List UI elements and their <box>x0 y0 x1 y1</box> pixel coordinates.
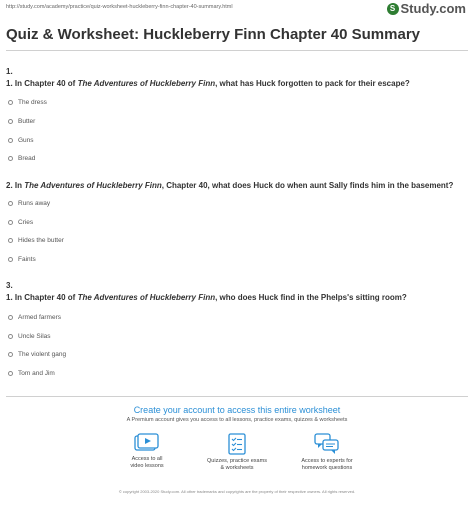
question-1-option-2[interactable] <box>8 118 35 125</box>
radio-icon[interactable] <box>8 201 13 206</box>
title-divider <box>6 50 468 51</box>
radio-icon[interactable] <box>8 238 13 243</box>
question-2-suffix: , Chapter 40, what does Huck do when aunt Sally finds him in the basement? <box>161 181 454 190</box>
option-label: The dress <box>18 99 47 106</box>
question-2-option-2[interactable] <box>8 219 33 226</box>
question-1-number: 1. <box>6 67 13 76</box>
question-3-text <box>6 293 407 302</box>
question-1-option-4[interactable] <box>8 155 35 162</box>
radio-icon[interactable] <box>8 315 13 320</box>
question-1-option-3[interactable] <box>8 137 34 144</box>
feature-experts-line2: homework questions <box>301 465 353 471</box>
question-2-option-3[interactable] <box>8 237 64 244</box>
question-3-book-title: The Adventures of Huckleberry Finn <box>77 293 216 302</box>
feature-experts-line1: Access to experts for <box>301 458 353 464</box>
feature-experts <box>272 433 382 472</box>
logo-badge-icon: S <box>387 3 399 15</box>
radio-icon[interactable] <box>8 100 13 105</box>
radio-icon[interactable] <box>8 156 13 161</box>
chat-icon <box>314 433 340 455</box>
option-label: Runs away <box>18 200 51 207</box>
option-label: Hides the butter <box>18 237 64 244</box>
page-url: http://study.com/academy/practice/quiz-worksheet-huckleberry-finn-chapter-40-summary.html <box>6 4 233 10</box>
option-label: Cries <box>18 219 34 226</box>
question-2-text <box>6 181 453 190</box>
option-label: Tom and Jim <box>18 370 55 377</box>
question-2-book-title: The Adventures of Huckleberry Finn <box>24 181 162 190</box>
quiz-icon <box>226 433 248 455</box>
question-1-prefix: 1. In Chapter 40 of <box>6 79 78 88</box>
option-label: The violent gang <box>18 351 67 358</box>
video-icon <box>134 433 160 453</box>
question-3-option-4[interactable] <box>8 370 55 377</box>
question-1-suffix: , what has Huck forgotten to pack for their escape? <box>215 79 410 88</box>
question-3-option-2[interactable] <box>8 333 51 340</box>
option-label: Guns <box>18 137 34 144</box>
feature-video-line2: video lessons <box>130 463 164 469</box>
question-3-number: 3. <box>6 281 13 290</box>
cta-divider <box>6 396 468 397</box>
radio-icon[interactable] <box>8 371 13 376</box>
copyright-footer: © copyright 2003-2020 Study.com. All other trademarks and copyrights are the property of their respective owners. All rights reserved. <box>118 489 356 494</box>
radio-icon[interactable] <box>8 352 13 357</box>
radio-icon[interactable] <box>8 220 13 225</box>
question-3-option-1[interactable] <box>8 314 61 321</box>
radio-icon[interactable] <box>8 334 13 339</box>
option-label: Bread <box>18 155 36 162</box>
question-3-option-3[interactable] <box>8 351 66 358</box>
question-2-option-4[interactable] <box>8 256 36 263</box>
feature-quizzes-line2: & worksheets <box>220 465 254 471</box>
cta-heading-link[interactable]: Create your account to access this entire worksheet <box>133 405 341 415</box>
radio-icon[interactable] <box>8 257 13 262</box>
feature-video-line1: Access to all <box>131 456 163 462</box>
option-label: Armed farmers <box>18 314 61 321</box>
option-label: Faints <box>18 256 36 263</box>
question-1-book-title: The Adventures of Huckleberry Finn <box>77 79 216 88</box>
question-3-suffix: , who does Huck find in the Phelps's sitting room? <box>215 293 407 302</box>
option-label: Butter <box>18 118 36 125</box>
logo-text: Study.com <box>400 1 466 16</box>
option-label: Uncle Silas <box>18 333 51 340</box>
feature-quizzes-line1: Quizzes, practice exams <box>207 458 267 464</box>
page-title: Quiz & Worksheet: Huckleberry Finn Chapter 40 Summary <box>6 26 421 43</box>
radio-icon[interactable] <box>8 138 13 143</box>
question-2-prefix: 2. In <box>6 181 25 190</box>
study-logo[interactable] <box>387 1 467 16</box>
question-1-option-1[interactable] <box>8 99 47 106</box>
question-3-prefix: 1. In Chapter 40 of <box>6 293 78 302</box>
question-1-text <box>6 79 410 88</box>
cta-subheading: A Premium account gives you access to all lessons, practice exams, quizzes & worksheets <box>126 417 348 423</box>
radio-icon[interactable] <box>8 119 13 124</box>
question-2-option-1[interactable] <box>8 200 50 207</box>
